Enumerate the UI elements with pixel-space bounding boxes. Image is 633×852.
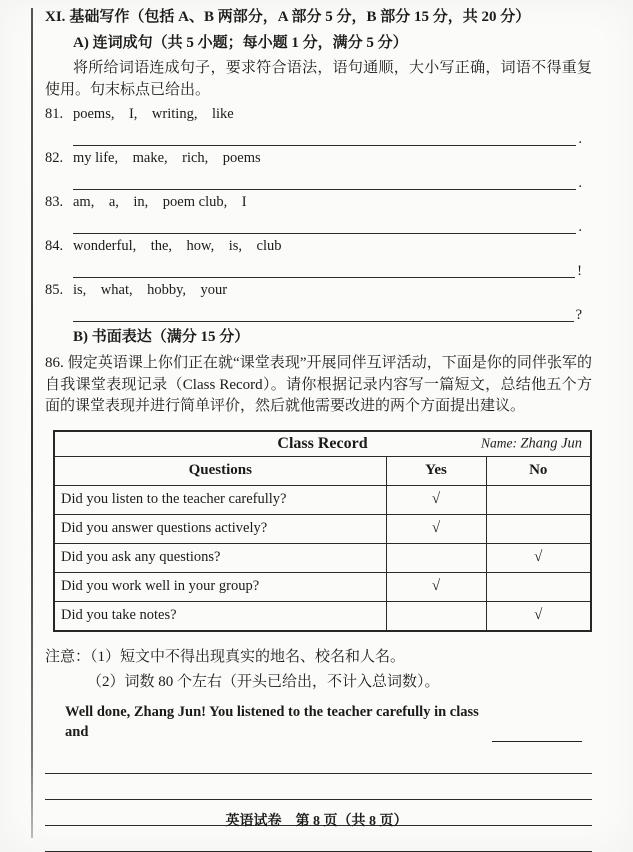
table-header-row — [54, 456, 591, 485]
question-words: am, a, in, poem club, I — [73, 194, 247, 210]
question-number: 82. — [45, 150, 64, 166]
name-value: Zhang Jun — [520, 435, 583, 451]
question-number: 83. — [45, 194, 64, 210]
end-punctuation: ? — [575, 307, 582, 323]
question-85 — [45, 282, 592, 322]
row-question: Did you take notes? — [54, 601, 386, 631]
answer-row-85 — [73, 299, 582, 322]
notes-block — [45, 645, 592, 695]
row-yes-mark — [386, 543, 486, 572]
note-2: （2）词数 80 个左右（开头已给出，不计入总词数）。 — [87, 673, 440, 690]
question-words: wonderful, the, how, is, club — [73, 238, 282, 254]
question-words-row — [45, 282, 592, 299]
answer-row-83 — [73, 211, 582, 234]
question-81 — [45, 106, 592, 146]
question-86-text: 假定英语课上你们正在就“课堂表现”开展同伴互评活动，下面是你的同伴张军的自我课堂表现记录（Class Record）。请你根据记录内容写一篇短文，总结他五个方面的课堂表现并进行简单评价，然后就他需要改进的两个方面提出建议。 — [45, 355, 592, 414]
col-header-yes: Yes — [386, 456, 486, 485]
col-header-no: No — [486, 456, 591, 485]
part-a-heading: A) 连词成句（共 5 小题；每小题 1 分，满分 5 分） — [73, 35, 408, 51]
question-words: my life, make, rich, poems — [73, 150, 261, 166]
answer-blank-83[interactable] — [73, 210, 576, 234]
note-1: 注意：（1）短文中不得出现真实的地名、校名和人名。 — [45, 648, 406, 665]
answer-blank-85[interactable] — [73, 298, 574, 322]
question-words-row — [45, 194, 592, 211]
row-no-mark — [486, 572, 591, 601]
row-yes-mark: √ — [386, 514, 486, 543]
table-row — [54, 572, 591, 601]
name-label: Name: — [481, 435, 518, 450]
writing-line-1[interactable] — [45, 748, 592, 774]
table-title-row — [54, 431, 591, 457]
col-header-questions: Questions — [54, 456, 386, 485]
answer-blank-84[interactable] — [73, 254, 575, 278]
row-no-mark: √ — [486, 601, 591, 631]
end-punctuation: ! — [577, 263, 582, 279]
question-number: 81. — [45, 106, 64, 122]
question-number: 84. — [45, 238, 64, 254]
row-question: Did you ask any questions? — [54, 543, 386, 572]
question-number: 86. — [45, 355, 64, 371]
table-title: Class Record — [277, 434, 368, 452]
row-yes-mark: √ — [386, 572, 486, 601]
question-words-row — [45, 238, 592, 255]
part-a-questions — [45, 106, 592, 322]
row-no-mark: √ — [486, 543, 591, 572]
row-no-mark — [486, 485, 591, 514]
question-86 — [45, 353, 592, 418]
question-82 — [45, 150, 592, 190]
question-number: 85. — [45, 282, 64, 298]
essay-opening-text: Well done, Zhang Jun! You listened to the teacher carefully in class and — [65, 703, 479, 740]
row-yes-mark — [386, 601, 486, 631]
question-words: is, what, hobby, your — [73, 282, 228, 298]
answer-row-81 — [73, 123, 582, 146]
question-83 — [45, 194, 592, 234]
class-record-table — [53, 430, 592, 632]
page-content — [45, 6, 592, 852]
essay-writing-area — [45, 748, 592, 852]
page-binding-edge-line — [31, 8, 33, 838]
student-name — [481, 435, 582, 452]
table-row — [54, 543, 591, 572]
row-question: Did you work well in your group? — [54, 572, 386, 601]
essay-opening-line — [65, 702, 582, 742]
row-no-mark — [486, 514, 591, 543]
question-words-row — [45, 150, 592, 167]
row-question: Did you listen to the teacher carefully? — [54, 485, 386, 514]
part-a-instruction: 将所给词语连成句子，要求符合语法，语句通顺，大小写正确，词语不得重复使用。句末标点已给出。 — [45, 60, 592, 98]
row-yes-mark: √ — [386, 485, 486, 514]
answer-blank-81[interactable] — [73, 122, 576, 146]
question-words-row — [45, 106, 592, 123]
question-words: poems, I, writing, like — [73, 106, 234, 122]
notes-label: 注意： — [45, 648, 91, 665]
answer-row-84 — [73, 255, 582, 278]
table-title-cell — [54, 431, 591, 457]
table-row — [54, 601, 591, 631]
end-punctuation: . — [578, 219, 582, 235]
question-84 — [45, 238, 592, 278]
section-number: XI. — [45, 9, 66, 25]
answer-row-82 — [73, 167, 582, 190]
answer-blank-82[interactable] — [73, 166, 576, 190]
end-punctuation: . — [578, 175, 582, 191]
essay-fill-blank[interactable] — [492, 723, 582, 742]
end-punctuation: . — [578, 131, 582, 147]
row-question: Did you answer questions actively? — [54, 514, 386, 543]
table-row — [54, 514, 591, 543]
section-xi-heading — [45, 6, 592, 28]
table-row — [54, 485, 591, 514]
section-title: 基础写作（包括 A、B 两部分，A 部分 5 分，B 部分 15 分，共 20 分） — [69, 9, 531, 25]
part-b-heading: B) 书面表达（满分 15 分） — [73, 329, 250, 345]
page-footer: 英语试卷 第 8 页（共 8 页） — [225, 814, 408, 829]
writing-line-2[interactable] — [45, 774, 592, 800]
